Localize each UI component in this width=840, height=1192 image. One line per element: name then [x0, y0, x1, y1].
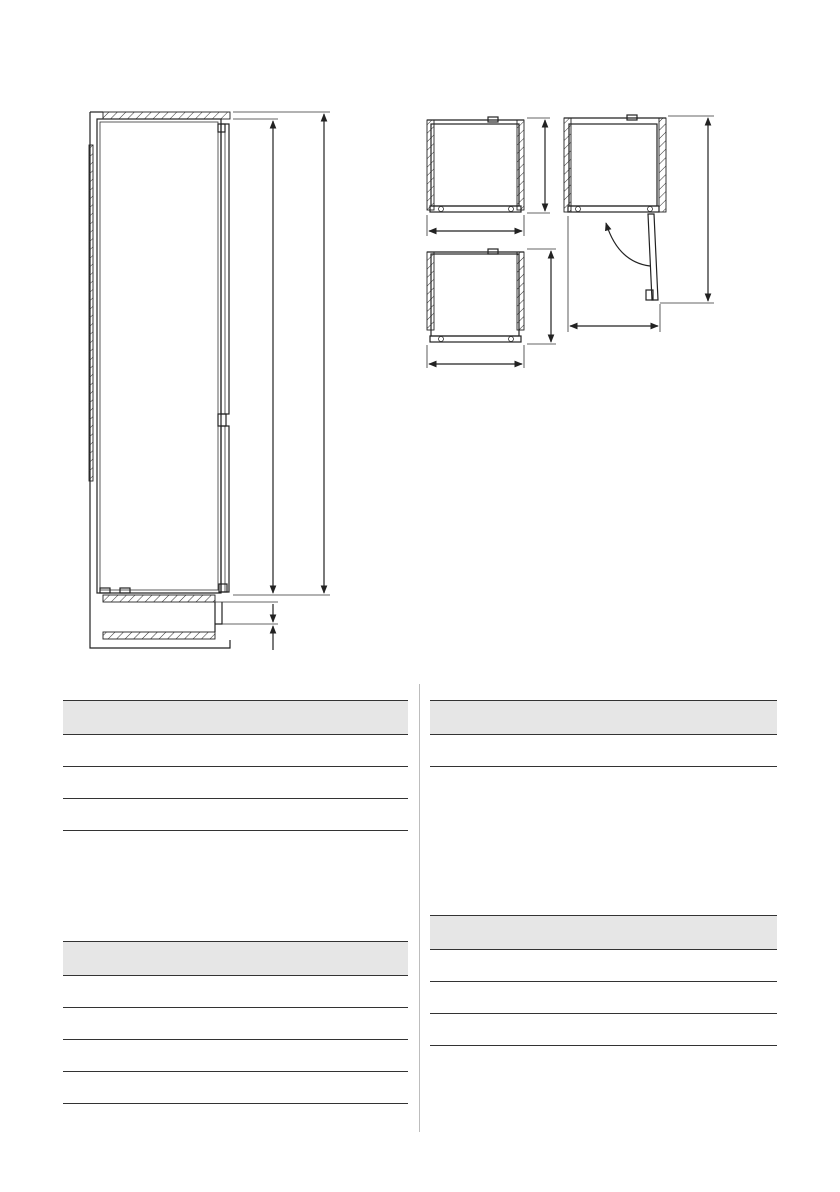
header-cell — [545, 916, 661, 950]
table-header-row — [430, 916, 777, 950]
dimension-table-left-bottom — [63, 941, 408, 1104]
dimension-table-left-top — [63, 700, 408, 831]
table-cell — [430, 982, 545, 1014]
table-cell — [430, 950, 545, 982]
bottom-slab — [103, 595, 215, 602]
header-cell — [63, 701, 176, 735]
header-cell — [430, 701, 545, 735]
header-cell — [63, 942, 176, 976]
column-divider — [419, 684, 420, 1132]
table-cell — [63, 799, 176, 831]
top-view-2 — [427, 249, 556, 368]
table-cell — [292, 735, 408, 767]
rear-strip — [89, 145, 93, 481]
table-cell — [545, 735, 661, 767]
table-cell — [661, 735, 777, 767]
top-view-1 — [427, 117, 550, 236]
table-header-row — [430, 701, 777, 735]
table-cell — [545, 982, 661, 1014]
header-cell — [661, 916, 777, 950]
table-cell — [292, 799, 408, 831]
table-cell — [63, 1040, 176, 1072]
table-cell — [176, 735, 292, 767]
table-cell — [292, 767, 408, 799]
table-cell — [430, 1014, 545, 1046]
table-row — [63, 1072, 408, 1104]
bottom-hinge-icon — [219, 584, 227, 592]
table-cell — [292, 1008, 408, 1040]
table-cell — [63, 735, 176, 767]
header-cell — [661, 701, 777, 735]
table-cell — [176, 976, 292, 1008]
middle-hinge-icon — [218, 414, 226, 426]
table-cell — [63, 1008, 176, 1040]
dimension-table-right-top — [430, 700, 777, 767]
table-header-row — [63, 942, 408, 976]
header-cell — [176, 701, 292, 735]
figure-caption — [0, 1182, 400, 1192]
table-row — [63, 735, 408, 767]
top-slab — [103, 112, 230, 119]
open-door — [648, 214, 658, 300]
table-cell — [661, 1014, 777, 1046]
table-cell — [176, 1072, 292, 1104]
header-cell — [292, 701, 408, 735]
table-row — [430, 982, 777, 1014]
table-cell — [176, 767, 292, 799]
table-cell — [545, 950, 661, 982]
header-cell — [545, 701, 661, 735]
table-cell — [430, 735, 545, 767]
table-row — [430, 950, 777, 982]
table-cell — [661, 982, 777, 1014]
table-cell — [545, 1014, 661, 1046]
table-row — [63, 799, 408, 831]
niche-outline — [90, 112, 230, 648]
table-cell — [63, 976, 176, 1008]
table-cell — [63, 1072, 176, 1104]
appliance-body — [97, 119, 221, 593]
table-row — [63, 1040, 408, 1072]
floor-slab — [103, 632, 215, 639]
table-cell — [292, 976, 408, 1008]
table-cell — [661, 950, 777, 982]
table-row — [63, 1008, 408, 1040]
table-cell — [63, 767, 176, 799]
header-cell — [176, 942, 292, 976]
table-cell — [292, 1040, 408, 1072]
table-cell — [176, 1040, 292, 1072]
header-cell — [292, 942, 408, 976]
table-header-row — [63, 701, 408, 735]
table-row — [63, 767, 408, 799]
top-view-door-open — [564, 115, 714, 332]
header-cell — [430, 916, 545, 950]
side-elevation-view — [89, 112, 330, 650]
table-row — [430, 1014, 777, 1046]
table-cell — [292, 1072, 408, 1104]
table-row — [430, 735, 777, 767]
table-cell — [176, 799, 292, 831]
dimension-table-right-bottom — [430, 915, 777, 1046]
table-row — [63, 976, 408, 1008]
door-swing-arc — [606, 223, 650, 266]
table-cell — [176, 1008, 292, 1040]
